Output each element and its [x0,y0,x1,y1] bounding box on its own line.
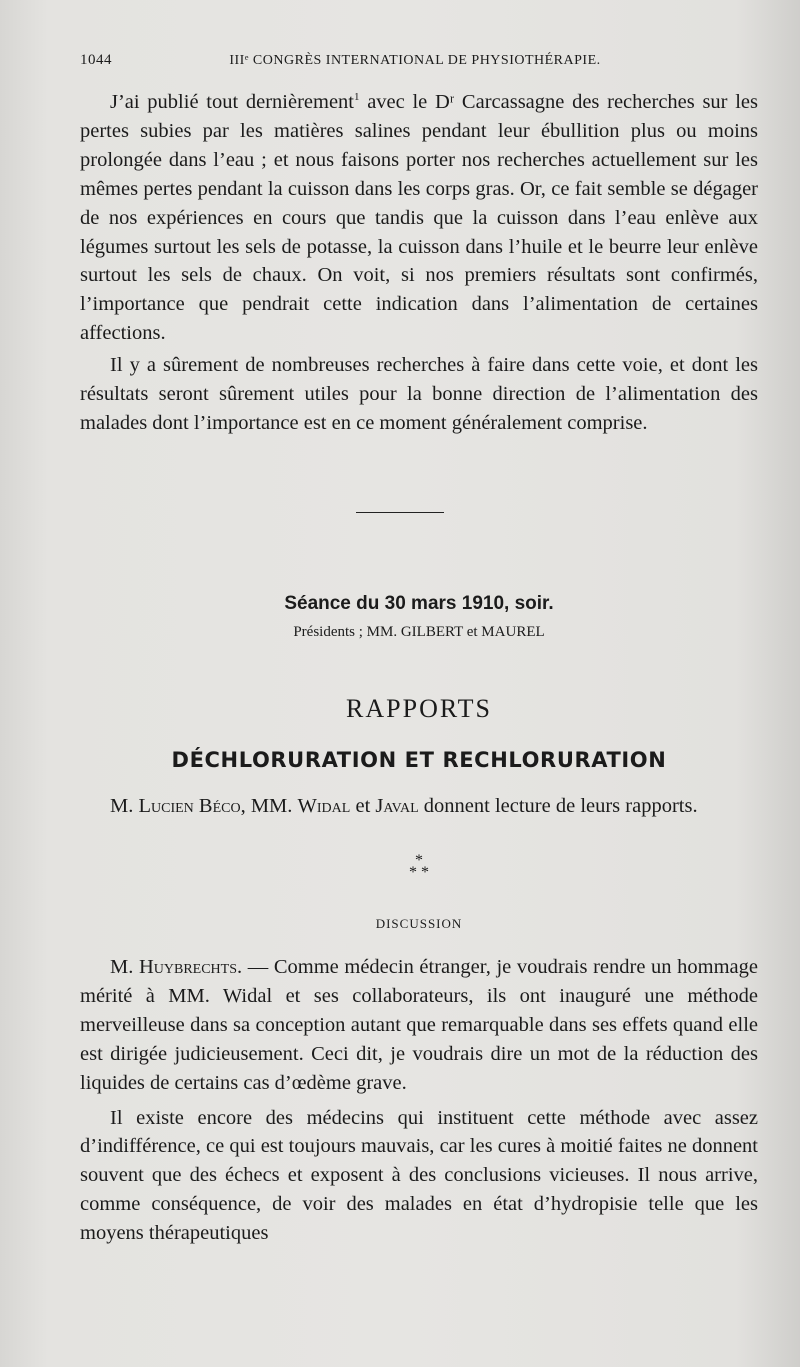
huy-name: Huybrechts [138,956,238,978]
section-title: RAPPORTS [346,694,492,723]
session-presidents: Présidents ; MM. GILBERT et MAUREL [293,624,545,640]
session-title: Séance du 30 mars 1910, soir. [284,593,554,614]
rapport-paragraph [80,792,758,821]
section-divider [356,512,444,513]
page-number: 1044 [80,52,112,68]
paragraph-1 [80,88,758,348]
last-paragraph: Il existe encore des médecins qui instituent cette méthode avec assez d’indifférence, ce qui est toujours mauvais, car les cures à moitié faites ne donnent souvent que des échecs et exposent à des conclusions vicieuses. Il nous arrive, comme conséquence, de voir des malades en état d’hydropisie telle que les moyens thérapeutiques [80,1106,758,1245]
rapport-name-2: Widal [297,795,351,817]
asterism-top: * [415,852,423,869]
huybrechts-paragraph [80,953,758,1098]
discussion-block [80,953,758,1248]
huy-rest: . — Comme médecin étranger, je voudrais rendre un hommage mérité à MM. Widal et ses collaborateurs, ils ont inauguré une méthode merveilleuse dans sa conception autant que remarquable dans ses effets quand elle est dirigée judicieusement. Ceci dit, je voudrais dire un mot de la réduction des liquides de certains cas d’œdème grave. [80,956,758,1094]
intro-block [80,88,758,438]
rapport-sep-1: , MM. [240,795,298,817]
rapport-rest: donnent lecture de leurs rapports. [418,795,698,817]
asterism-bottom: * * [409,864,429,881]
paragraph-1-text-a: J’ai publié tout dernièrement [110,91,354,113]
paragraph-1-text-b: avec le Dʳ Carcassagne des recherches sur les pertes subies par les matières salines pendant leur ébullition plus ou moins prolongée dans l’eau ; et nous faisons porter nos recherches actuellement sur les mêmes pertes pendant la cuisson dans les corps gras. Or, ce fait semble se dégager de nos expériences en cours que tandis que la cuisson dans l’eau enlève aux légumes surtout les sels de potasse, la cuisson dans l’huile et le beurre leur enlève surtout les sels de chaux. On voit, si nos premiers résultats sont confirmés, l’importance que pendrait cette indication dans l’alimentation de certaines affections. [80,91,758,345]
paragraph-2: Il y a sûrement de nombreuses recherches à faire dans cette voie, et dont les résultats seront sûrement utiles pour la bonne direction de l’alimentation des malades dont l’importance est en ce moment généralement comprise. [80,354,758,434]
running-title: IIIᵉ CONGRÈS INTERNATIONAL DE PHYSIOTHÉRAPIE. [229,53,601,68]
rapport-block [80,792,758,821]
huy-m: M. [110,956,139,978]
rapport-name-3: Javal [375,795,419,817]
rapport-m: M. [110,795,139,817]
rapport-name-1: Lucien Béco [138,795,241,817]
rapport-sep-2: et [350,795,376,817]
footnote-mark: 1 [354,91,360,104]
discussion-label: DISCUSSION [375,916,463,931]
running-header [80,52,758,69]
subsection-title: DÉCHLORURATION ET RECHLORURATION [171,748,667,772]
